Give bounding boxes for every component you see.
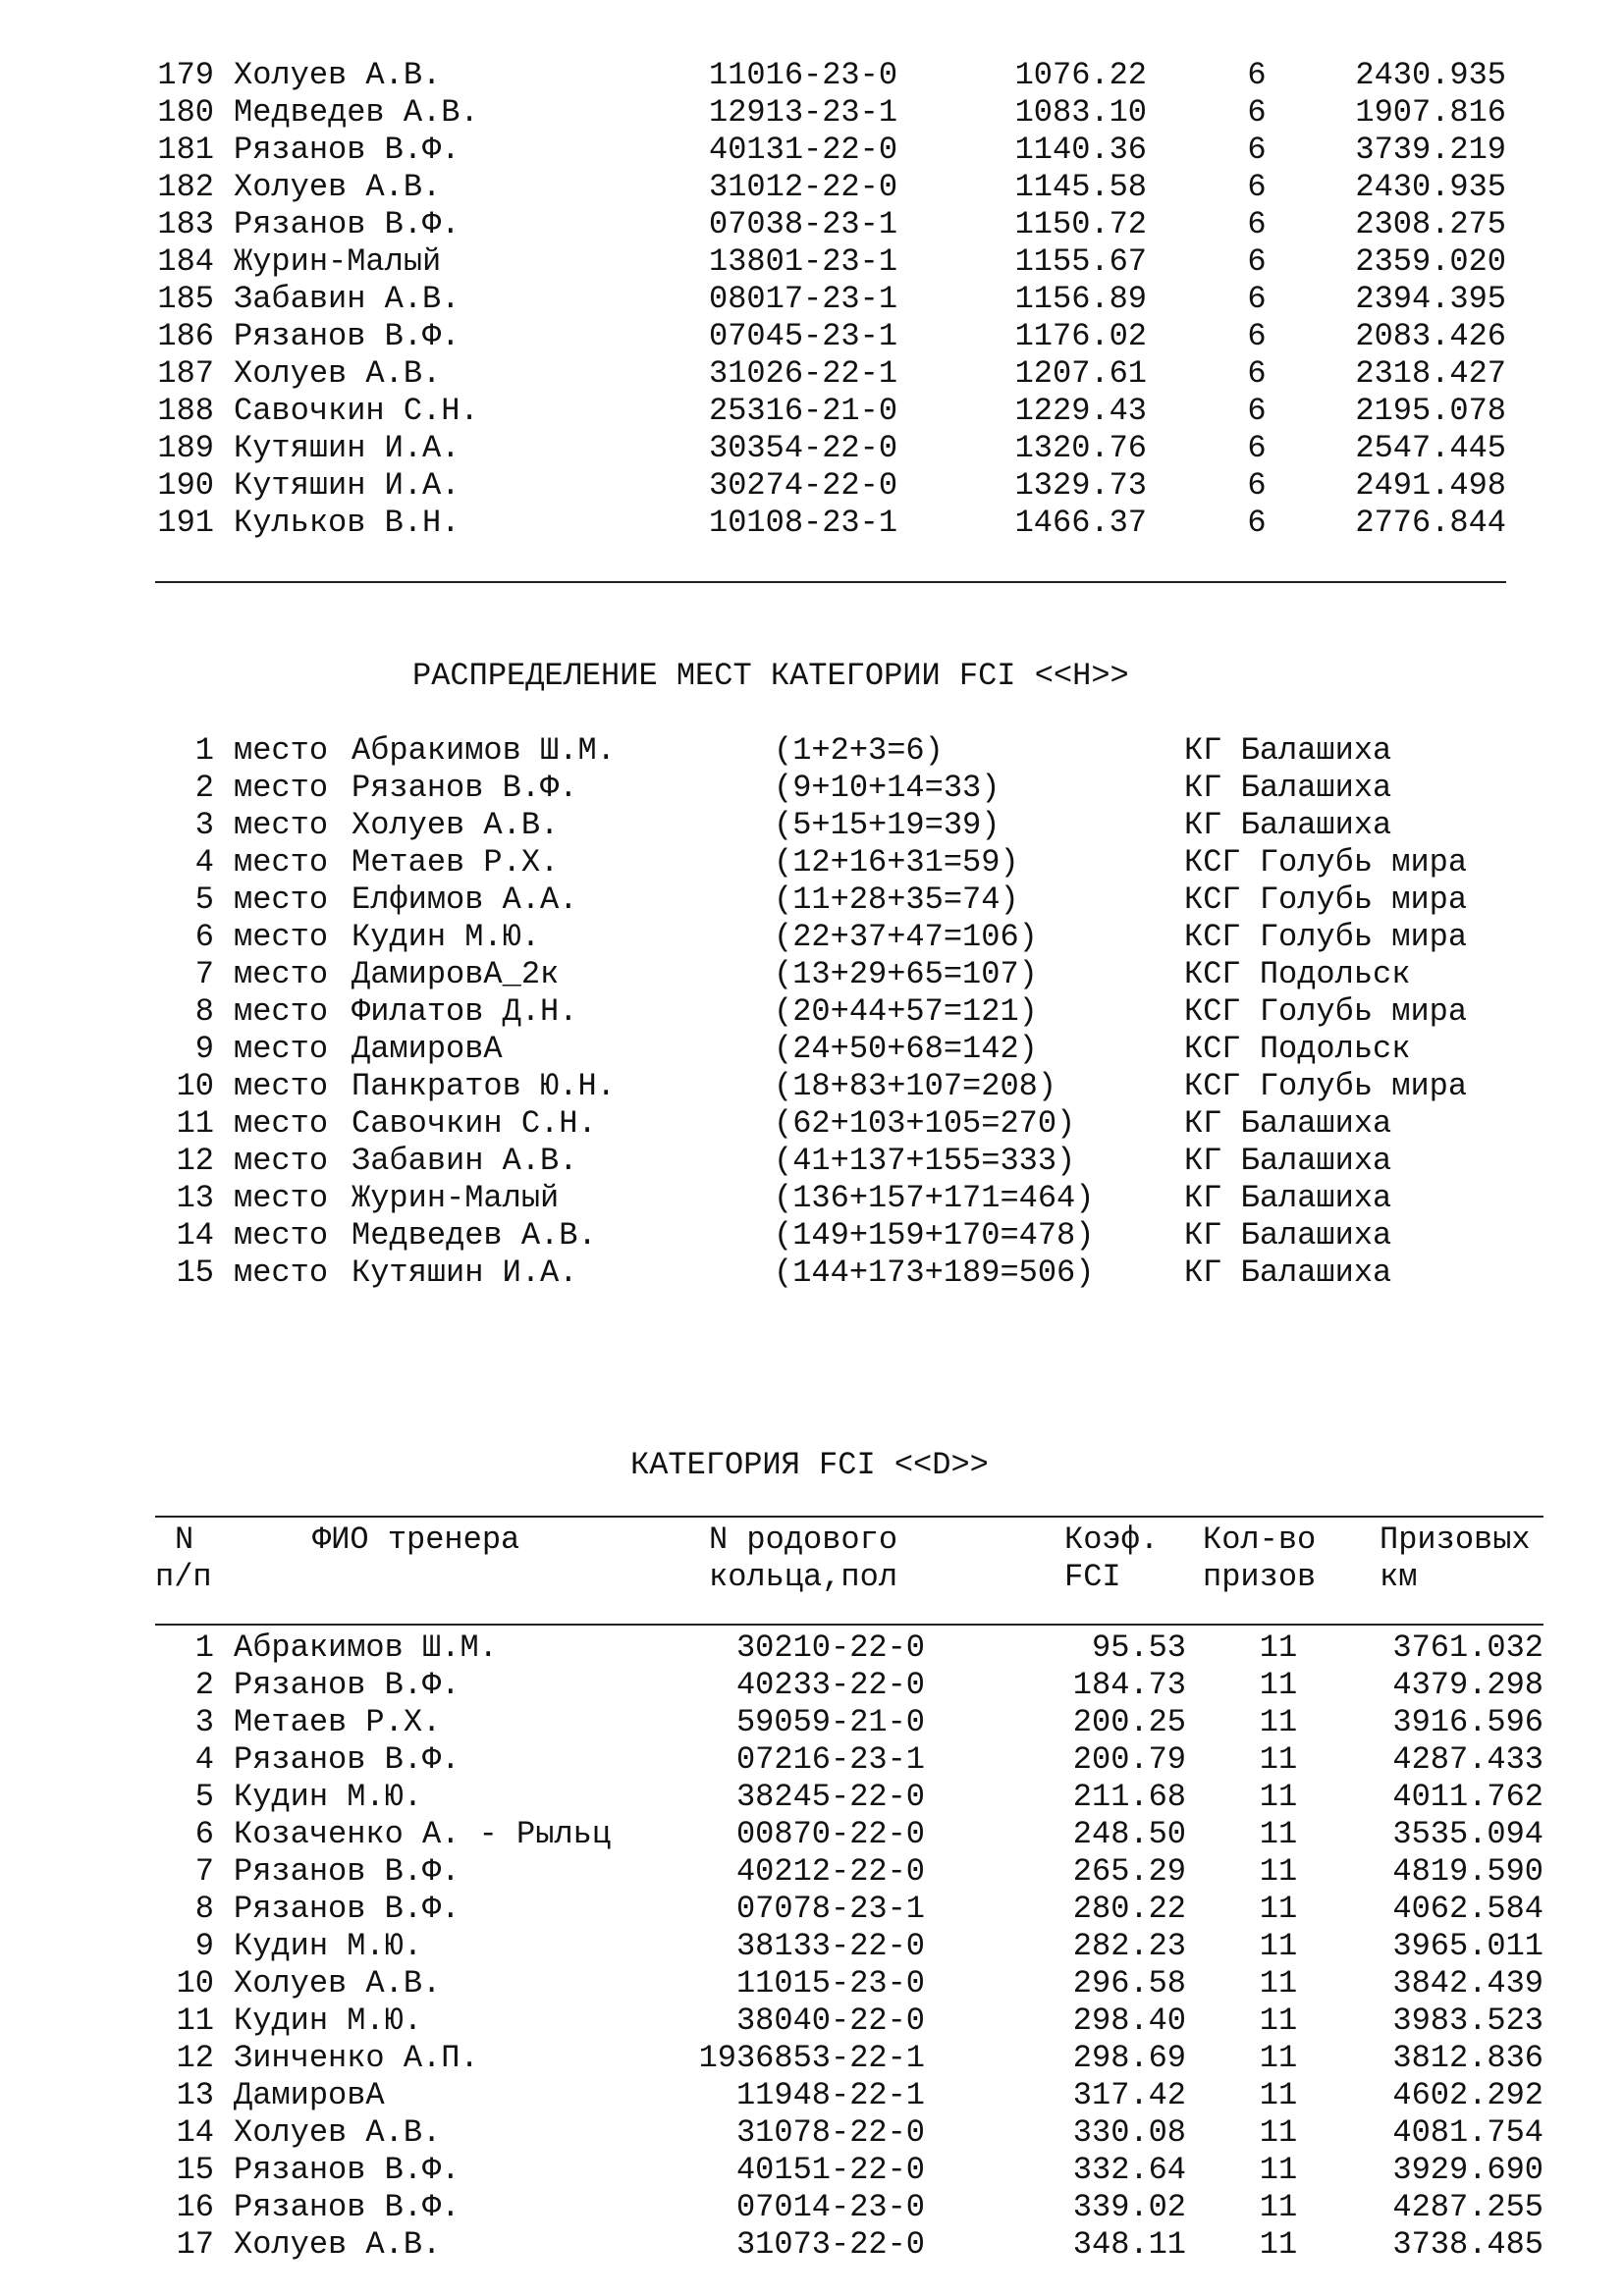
prize-km: 2394.395 bbox=[1355, 281, 1506, 317]
prize-km: 3916.596 bbox=[1392, 1704, 1543, 1740]
prize-km: 3738.485 bbox=[1392, 2226, 1543, 2263]
prize-count: 6 bbox=[1247, 505, 1267, 541]
place-sum: (149+159+170=478) bbox=[774, 1217, 1095, 1254]
prize-count: 6 bbox=[1247, 243, 1267, 280]
row-number: 184 bbox=[157, 243, 214, 280]
place-sum: (144+173+189=506) bbox=[774, 1255, 1095, 1291]
ring-number: 11948-22-1 bbox=[735, 2077, 925, 2113]
prize-count: 6 bbox=[1247, 355, 1267, 392]
ring-number: 31073-22-0 bbox=[735, 2226, 925, 2263]
header-ring-line2: кольца,пол bbox=[709, 1559, 898, 1595]
place-trainer-name: Холуев А.В. bbox=[352, 807, 560, 843]
trainer-name: Рязанов В.Ф. bbox=[234, 2152, 460, 2188]
row-number: 11 bbox=[176, 2002, 214, 2039]
prize-count: 11 bbox=[1259, 1629, 1298, 1666]
row-number: 189 bbox=[157, 430, 214, 466]
place-number: 4 bbox=[194, 844, 214, 881]
fci-coefficient: 282.23 bbox=[1072, 1928, 1186, 1964]
fci-coefficient: 248.50 bbox=[1072, 1816, 1186, 1852]
place-trainer-name: Панкратов Ю.Н. bbox=[352, 1068, 616, 1104]
prize-km: 2308.275 bbox=[1355, 206, 1506, 242]
trainer-name: Холуев А.В. bbox=[234, 2226, 442, 2263]
row-number: 4 bbox=[194, 1741, 214, 1778]
place-word: место bbox=[234, 1255, 329, 1291]
place-sum: (18+83+107=208) bbox=[774, 1068, 1057, 1104]
fci-coefficient: 184.73 bbox=[1072, 1667, 1186, 1703]
row-number: 12 bbox=[176, 2040, 214, 2076]
prize-count: 11 bbox=[1259, 1741, 1298, 1778]
prize-count: 11 bbox=[1259, 2114, 1298, 2151]
trainer-name: Рязанов В.Ф. bbox=[234, 318, 460, 354]
place-word: место bbox=[234, 807, 329, 843]
row-number: 15 bbox=[176, 2152, 214, 2188]
trainer-name: Рязанов В.Ф. bbox=[234, 1741, 460, 1778]
place-club: КСГ Голубь мира bbox=[1184, 919, 1468, 955]
row-number: 181 bbox=[157, 132, 214, 168]
prize-count: 11 bbox=[1259, 1816, 1298, 1852]
fci-coefficient: 265.29 bbox=[1072, 1853, 1186, 1890]
prize-km: 2430.935 bbox=[1355, 57, 1506, 93]
place-trainer-name: ДамировА_2к bbox=[352, 956, 560, 992]
ring-number: 40233-22-0 bbox=[735, 1667, 925, 1703]
header-coef-line1: Коэф. bbox=[1064, 1522, 1160, 1558]
place-club: КГ Балашиха bbox=[1184, 1217, 1392, 1254]
place-club: КГ Балашиха bbox=[1184, 807, 1392, 843]
prize-km: 2776.844 bbox=[1355, 505, 1506, 541]
place-club: КСГ Голубь мира bbox=[1184, 993, 1468, 1030]
row-number: 13 bbox=[176, 2077, 214, 2113]
fci-coefficient: 1155.67 bbox=[1014, 243, 1147, 280]
row-number: 188 bbox=[157, 393, 214, 429]
prize-count: 11 bbox=[1259, 2152, 1298, 2188]
place-club: КГ Балашиха bbox=[1184, 1255, 1392, 1291]
header-prizes-line1: Кол-во bbox=[1203, 1522, 1317, 1558]
prize-km: 4287.433 bbox=[1392, 1741, 1543, 1778]
row-number: 1 bbox=[194, 1629, 214, 1666]
place-word: место bbox=[234, 881, 329, 918]
place-sum: (1+2+3=6) bbox=[774, 732, 944, 769]
prize-km: 3983.523 bbox=[1392, 2002, 1543, 2039]
ring-number: 59059-21-0 bbox=[735, 1704, 925, 1740]
place-number: 6 bbox=[194, 919, 214, 955]
place-word: место bbox=[234, 770, 329, 806]
place-word: место bbox=[234, 844, 329, 881]
prize-km: 4287.255 bbox=[1392, 2189, 1543, 2225]
place-club: КГ Балашиха bbox=[1184, 1143, 1392, 1179]
place-club: КГ Балашиха bbox=[1184, 1180, 1392, 1216]
place-sum: (13+29+65=107) bbox=[774, 956, 1038, 992]
fci-coefficient: 317.42 bbox=[1072, 2077, 1186, 2113]
prize-count: 11 bbox=[1259, 1667, 1298, 1703]
ring-number: 11016-23-0 bbox=[709, 57, 898, 93]
place-trainer-name: Кутяшин И.А. bbox=[352, 1255, 578, 1291]
prize-count: 11 bbox=[1259, 2040, 1298, 2076]
fci-coefficient: 280.22 bbox=[1072, 1891, 1186, 1927]
trainer-name: Забавин А.В. bbox=[234, 281, 460, 317]
place-word: место bbox=[234, 1068, 329, 1104]
trainer-name: Кульков В.Н. bbox=[234, 505, 460, 541]
fci-coefficient: 1076.22 bbox=[1014, 57, 1147, 93]
trainer-name: ДамировА bbox=[234, 2077, 385, 2113]
fci-coefficient: 348.11 bbox=[1072, 2226, 1186, 2263]
trainer-name: Козаченко А. - Рыльц bbox=[234, 1816, 612, 1852]
prize-count: 11 bbox=[1259, 2189, 1298, 2225]
prize-count: 11 bbox=[1259, 1704, 1298, 1740]
trainer-name: Рязанов В.Ф. bbox=[234, 1891, 460, 1927]
prize-km: 4062.584 bbox=[1392, 1891, 1543, 1927]
fci-coefficient: 200.25 bbox=[1072, 1704, 1186, 1740]
header-num-line2: п/п bbox=[155, 1559, 212, 1595]
header-num-line1: N bbox=[175, 1522, 194, 1558]
place-sum: (11+28+35=74) bbox=[774, 881, 1019, 918]
place-number: 12 bbox=[176, 1143, 214, 1179]
ring-number: 31026-22-1 bbox=[709, 355, 898, 392]
place-sum: (9+10+14=33) bbox=[774, 770, 1001, 806]
row-number: 186 bbox=[157, 318, 214, 354]
place-trainer-name: Савочкин С.Н. bbox=[352, 1105, 597, 1142]
place-club: КСГ Голубь мира bbox=[1184, 844, 1468, 881]
place-trainer-name: Кудин М.Ю. bbox=[352, 919, 541, 955]
ring-number: 30274-22-0 bbox=[709, 467, 898, 504]
fci-coefficient: 1156.89 bbox=[1014, 281, 1147, 317]
place-number: 10 bbox=[176, 1068, 214, 1104]
fci-coefficient: 332.64 bbox=[1072, 2152, 1186, 2188]
ring-number: 38245-22-0 bbox=[735, 1779, 925, 1815]
trainer-name: Кудин М.Ю. bbox=[234, 1928, 423, 1964]
row-number: 179 bbox=[157, 57, 214, 93]
ring-number: 38040-22-0 bbox=[735, 2002, 925, 2039]
place-word: место bbox=[234, 1105, 329, 1142]
place-word: место bbox=[234, 1031, 329, 1067]
row-number: 2 bbox=[194, 1667, 214, 1703]
place-word: место bbox=[234, 1217, 329, 1254]
ring-number: 25316-21-0 bbox=[709, 393, 898, 429]
place-number: 13 bbox=[176, 1180, 214, 1216]
place-trainer-name: ДамировА bbox=[352, 1031, 503, 1067]
place-sum: (136+157+171=464) bbox=[774, 1180, 1095, 1216]
header-coef-line2: FCI bbox=[1064, 1559, 1121, 1595]
place-club: КГ Балашиха bbox=[1184, 732, 1392, 769]
place-trainer-name: Забавин А.В. bbox=[352, 1143, 578, 1179]
row-number: 187 bbox=[157, 355, 214, 392]
prize-km: 3929.690 bbox=[1392, 2152, 1543, 2188]
ring-number: 40151-22-0 bbox=[735, 2152, 925, 2188]
prize-km: 2083.426 bbox=[1355, 318, 1506, 354]
prize-count: 6 bbox=[1247, 318, 1267, 354]
place-trainer-name: Рязанов В.Ф. bbox=[352, 770, 578, 806]
fci-coefficient: 1329.73 bbox=[1014, 467, 1147, 504]
fci-coefficient: 95.53 bbox=[1091, 1629, 1186, 1666]
row-number: 17 bbox=[176, 2226, 214, 2263]
fci-coefficient: 1466.37 bbox=[1014, 505, 1147, 541]
row-number: 5 bbox=[194, 1779, 214, 1815]
ring-number: 10108-23-1 bbox=[709, 505, 898, 541]
ring-number: 31078-22-0 bbox=[735, 2114, 925, 2151]
prize-km: 3739.219 bbox=[1355, 132, 1506, 168]
header-prizes-line2: призов bbox=[1203, 1559, 1317, 1595]
place-club: КГ Балашиха bbox=[1184, 1105, 1392, 1142]
row-number: 180 bbox=[157, 94, 214, 131]
prize-count: 6 bbox=[1247, 430, 1267, 466]
prize-km: 3535.094 bbox=[1392, 1816, 1543, 1852]
ring-number: 11015-23-0 bbox=[735, 1965, 925, 2002]
place-sum: (22+37+47=106) bbox=[774, 919, 1038, 955]
prize-km: 2547.445 bbox=[1355, 430, 1506, 466]
fci-coefficient: 1150.72 bbox=[1014, 206, 1147, 242]
ring-number: 40212-22-0 bbox=[735, 1853, 925, 1890]
fci-coefficient: 330.08 bbox=[1072, 2114, 1186, 2151]
ring-number: 31012-22-0 bbox=[709, 169, 898, 205]
place-number: 3 bbox=[194, 807, 214, 843]
header-km-line2: км bbox=[1380, 1559, 1418, 1595]
place-club: КГ Балашиха bbox=[1184, 770, 1392, 806]
prize-count: 11 bbox=[1259, 1965, 1298, 2002]
prize-count: 11 bbox=[1259, 1891, 1298, 1927]
top-table-bottom-rule bbox=[155, 581, 1506, 583]
place-trainer-name: Филатов Д.Н. bbox=[352, 993, 578, 1030]
place-number: 2 bbox=[194, 770, 214, 806]
prize-count: 11 bbox=[1259, 2226, 1298, 2263]
place-number: 5 bbox=[194, 881, 214, 918]
prize-count: 6 bbox=[1247, 57, 1267, 93]
row-number: 10 bbox=[176, 1965, 214, 2002]
prize-count: 6 bbox=[1247, 393, 1267, 429]
trainer-name: Кутяшин И.А. bbox=[234, 430, 460, 466]
place-sum: (12+16+31=59) bbox=[774, 844, 1019, 881]
ring-number: 12913-23-1 bbox=[709, 94, 898, 131]
place-number: 7 bbox=[194, 956, 214, 992]
fci-coefficient: 1083.10 bbox=[1014, 94, 1147, 131]
trainer-name: Холуев А.В. bbox=[234, 2114, 442, 2151]
prize-km: 3812.836 bbox=[1392, 2040, 1543, 2076]
fci-coefficient: 1145.58 bbox=[1014, 169, 1147, 205]
row-number: 185 bbox=[157, 281, 214, 317]
prize-km: 4819.590 bbox=[1392, 1853, 1543, 1890]
row-number: 191 bbox=[157, 505, 214, 541]
row-number: 7 bbox=[194, 1853, 214, 1890]
header-name: ФИО тренера bbox=[312, 1522, 520, 1558]
prize-km: 3965.011 bbox=[1392, 1928, 1543, 1964]
place-trainer-name: Абракимов Ш.М. bbox=[352, 732, 616, 769]
prize-count: 11 bbox=[1259, 1928, 1298, 1964]
ring-number: 00870-22-0 bbox=[735, 1816, 925, 1852]
trainer-name: Холуев А.В. bbox=[234, 169, 442, 205]
ring-number: 07078-23-1 bbox=[735, 1891, 925, 1927]
prize-km: 2359.020 bbox=[1355, 243, 1506, 280]
trainer-name: Рязанов В.Ф. bbox=[234, 206, 460, 242]
ring-number: 07045-23-1 bbox=[709, 318, 898, 354]
place-word: место bbox=[234, 993, 329, 1030]
fci-coefficient: 296.58 bbox=[1072, 1965, 1186, 2002]
prize-count: 6 bbox=[1247, 281, 1267, 317]
place-sum: (5+15+19=39) bbox=[774, 807, 1001, 843]
ring-number: 40131-22-0 bbox=[709, 132, 898, 168]
row-number: 190 bbox=[157, 467, 214, 504]
place-number: 15 bbox=[176, 1255, 214, 1291]
prize-count: 6 bbox=[1247, 94, 1267, 131]
fci-coefficient: 298.40 bbox=[1072, 2002, 1186, 2039]
prize-km: 4379.298 bbox=[1392, 1667, 1543, 1703]
place-word: место bbox=[234, 919, 329, 955]
place-club: КСГ Голубь мира bbox=[1184, 1068, 1468, 1104]
prize-km: 4602.292 bbox=[1392, 2077, 1543, 2113]
row-number: 9 bbox=[194, 1928, 214, 1964]
trainer-name: Холуев А.В. bbox=[234, 57, 442, 93]
row-number: 182 bbox=[157, 169, 214, 205]
prize-km: 3761.032 bbox=[1392, 1629, 1543, 1666]
place-number: 9 bbox=[194, 1031, 214, 1067]
place-trainer-name: Елфимов А.А. bbox=[352, 881, 578, 918]
prize-count: 11 bbox=[1259, 2077, 1298, 2113]
fci-coefficient: 211.68 bbox=[1072, 1779, 1186, 1815]
trainer-name: Абракимов Ш.М. bbox=[234, 1629, 498, 1666]
prize-km: 3842.439 bbox=[1392, 1965, 1543, 2002]
ring-number: 07038-23-1 bbox=[709, 206, 898, 242]
prize-count: 6 bbox=[1247, 206, 1267, 242]
prize-km: 2430.935 bbox=[1355, 169, 1506, 205]
fci-coefficient: 339.02 bbox=[1072, 2189, 1186, 2225]
trainer-name: Рязанов В.Ф. bbox=[234, 132, 460, 168]
prize-km: 2195.078 bbox=[1355, 393, 1506, 429]
trainer-name: Савочкин С.Н. bbox=[234, 393, 479, 429]
trainer-name: Кудин М.Ю. bbox=[234, 1779, 423, 1815]
place-number: 8 bbox=[194, 993, 214, 1030]
place-number: 14 bbox=[176, 1217, 214, 1254]
prize-count: 6 bbox=[1247, 169, 1267, 205]
place-word: место bbox=[234, 1180, 329, 1216]
place-sum: (41+137+155=333) bbox=[774, 1143, 1076, 1179]
place-trainer-name: Метаев Р.Х. bbox=[352, 844, 560, 881]
row-number: 183 bbox=[157, 206, 214, 242]
ring-number: 08017-23-1 bbox=[709, 281, 898, 317]
row-number: 6 bbox=[194, 1816, 214, 1852]
place-trainer-name: Журин-Малый bbox=[352, 1180, 560, 1216]
trainer-name: Рязанов В.Ф. bbox=[234, 2189, 460, 2225]
row-number: 8 bbox=[194, 1891, 214, 1927]
place-club: КСГ Подольск bbox=[1184, 1031, 1411, 1067]
trainer-name: Медведев А.В. bbox=[234, 94, 479, 131]
header-km-line1: Призовых bbox=[1380, 1522, 1531, 1558]
fci-coefficient: 1320.76 bbox=[1014, 430, 1147, 466]
trainer-name: Рязанов В.Ф. bbox=[234, 1667, 460, 1703]
trainer-name: Журин-Малый bbox=[234, 243, 442, 280]
header-ring-line1: N родового bbox=[709, 1522, 898, 1558]
place-trainer-name: Медведев А.В. bbox=[352, 1217, 597, 1254]
place-sum: (20+44+57=121) bbox=[774, 993, 1038, 1030]
fci-coefficient: 1207.61 bbox=[1014, 355, 1147, 392]
prize-km: 4081.754 bbox=[1392, 2114, 1543, 2151]
row-number: 16 bbox=[176, 2189, 214, 2225]
prize-count: 11 bbox=[1259, 1853, 1298, 1890]
row-number: 14 bbox=[176, 2114, 214, 2151]
place-number: 1 bbox=[194, 732, 214, 769]
trainer-name: Холуев А.В. bbox=[234, 1965, 442, 2002]
trainer-name: Зинченко А.П. bbox=[234, 2040, 479, 2076]
place-sum: (62+103+105=270) bbox=[774, 1105, 1076, 1142]
prize-count: 11 bbox=[1259, 1779, 1298, 1815]
fci-coefficient: 298.69 bbox=[1072, 2040, 1186, 2076]
fci-coefficient: 1176.02 bbox=[1014, 318, 1147, 354]
trainer-name: Холуев А.В. bbox=[234, 355, 442, 392]
place-club: КСГ Голубь мира bbox=[1184, 881, 1468, 918]
category-d-header-top-rule bbox=[155, 1516, 1543, 1518]
place-word: место bbox=[234, 956, 329, 992]
place-number: 11 bbox=[176, 1105, 214, 1142]
ring-number: 07014-23-0 bbox=[735, 2189, 925, 2225]
prize-count: 6 bbox=[1247, 467, 1267, 504]
place-club: КСГ Подольск bbox=[1184, 956, 1411, 992]
category-d-header-bottom-rule bbox=[155, 1624, 1543, 1626]
ring-number: 07216-23-1 bbox=[735, 1741, 925, 1778]
fci-coefficient: 1140.36 bbox=[1014, 132, 1147, 168]
ring-number: 30210-22-0 bbox=[735, 1629, 925, 1666]
prize-km: 2491.498 bbox=[1355, 467, 1506, 504]
ring-number: 1936853-22-1 bbox=[698, 2040, 925, 2076]
trainer-name: Кутяшин И.А. bbox=[234, 467, 460, 504]
category-d-title: КАТЕГОРИЯ FCI <<D>> bbox=[630, 1447, 989, 1483]
place-word: место bbox=[234, 1143, 329, 1179]
trainer-name: Метаев Р.Х. bbox=[234, 1704, 442, 1740]
row-number: 3 bbox=[194, 1704, 214, 1740]
fci-coefficient: 1229.43 bbox=[1014, 393, 1147, 429]
ring-number: 38133-22-0 bbox=[735, 1928, 925, 1964]
ring-number: 13801-23-1 bbox=[709, 243, 898, 280]
ring-number: 30354-22-0 bbox=[709, 430, 898, 466]
trainer-name: Кудин М.Ю. bbox=[234, 2002, 423, 2039]
fci-coefficient: 200.79 bbox=[1072, 1741, 1186, 1778]
prize-count: 11 bbox=[1259, 2002, 1298, 2039]
prize-km: 1907.816 bbox=[1355, 94, 1506, 131]
place-word: место bbox=[234, 732, 329, 769]
distribution-title: РАСПРЕДЕЛЕНИЕ МЕСТ КАТЕГОРИИ FCI <<H>> bbox=[412, 658, 1129, 694]
prize-km: 4011.762 bbox=[1392, 1779, 1543, 1815]
prize-count: 6 bbox=[1247, 132, 1267, 168]
trainer-name: Рязанов В.Ф. bbox=[234, 1853, 460, 1890]
prize-km: 2318.427 bbox=[1355, 355, 1506, 392]
place-sum: (24+50+68=142) bbox=[774, 1031, 1038, 1067]
